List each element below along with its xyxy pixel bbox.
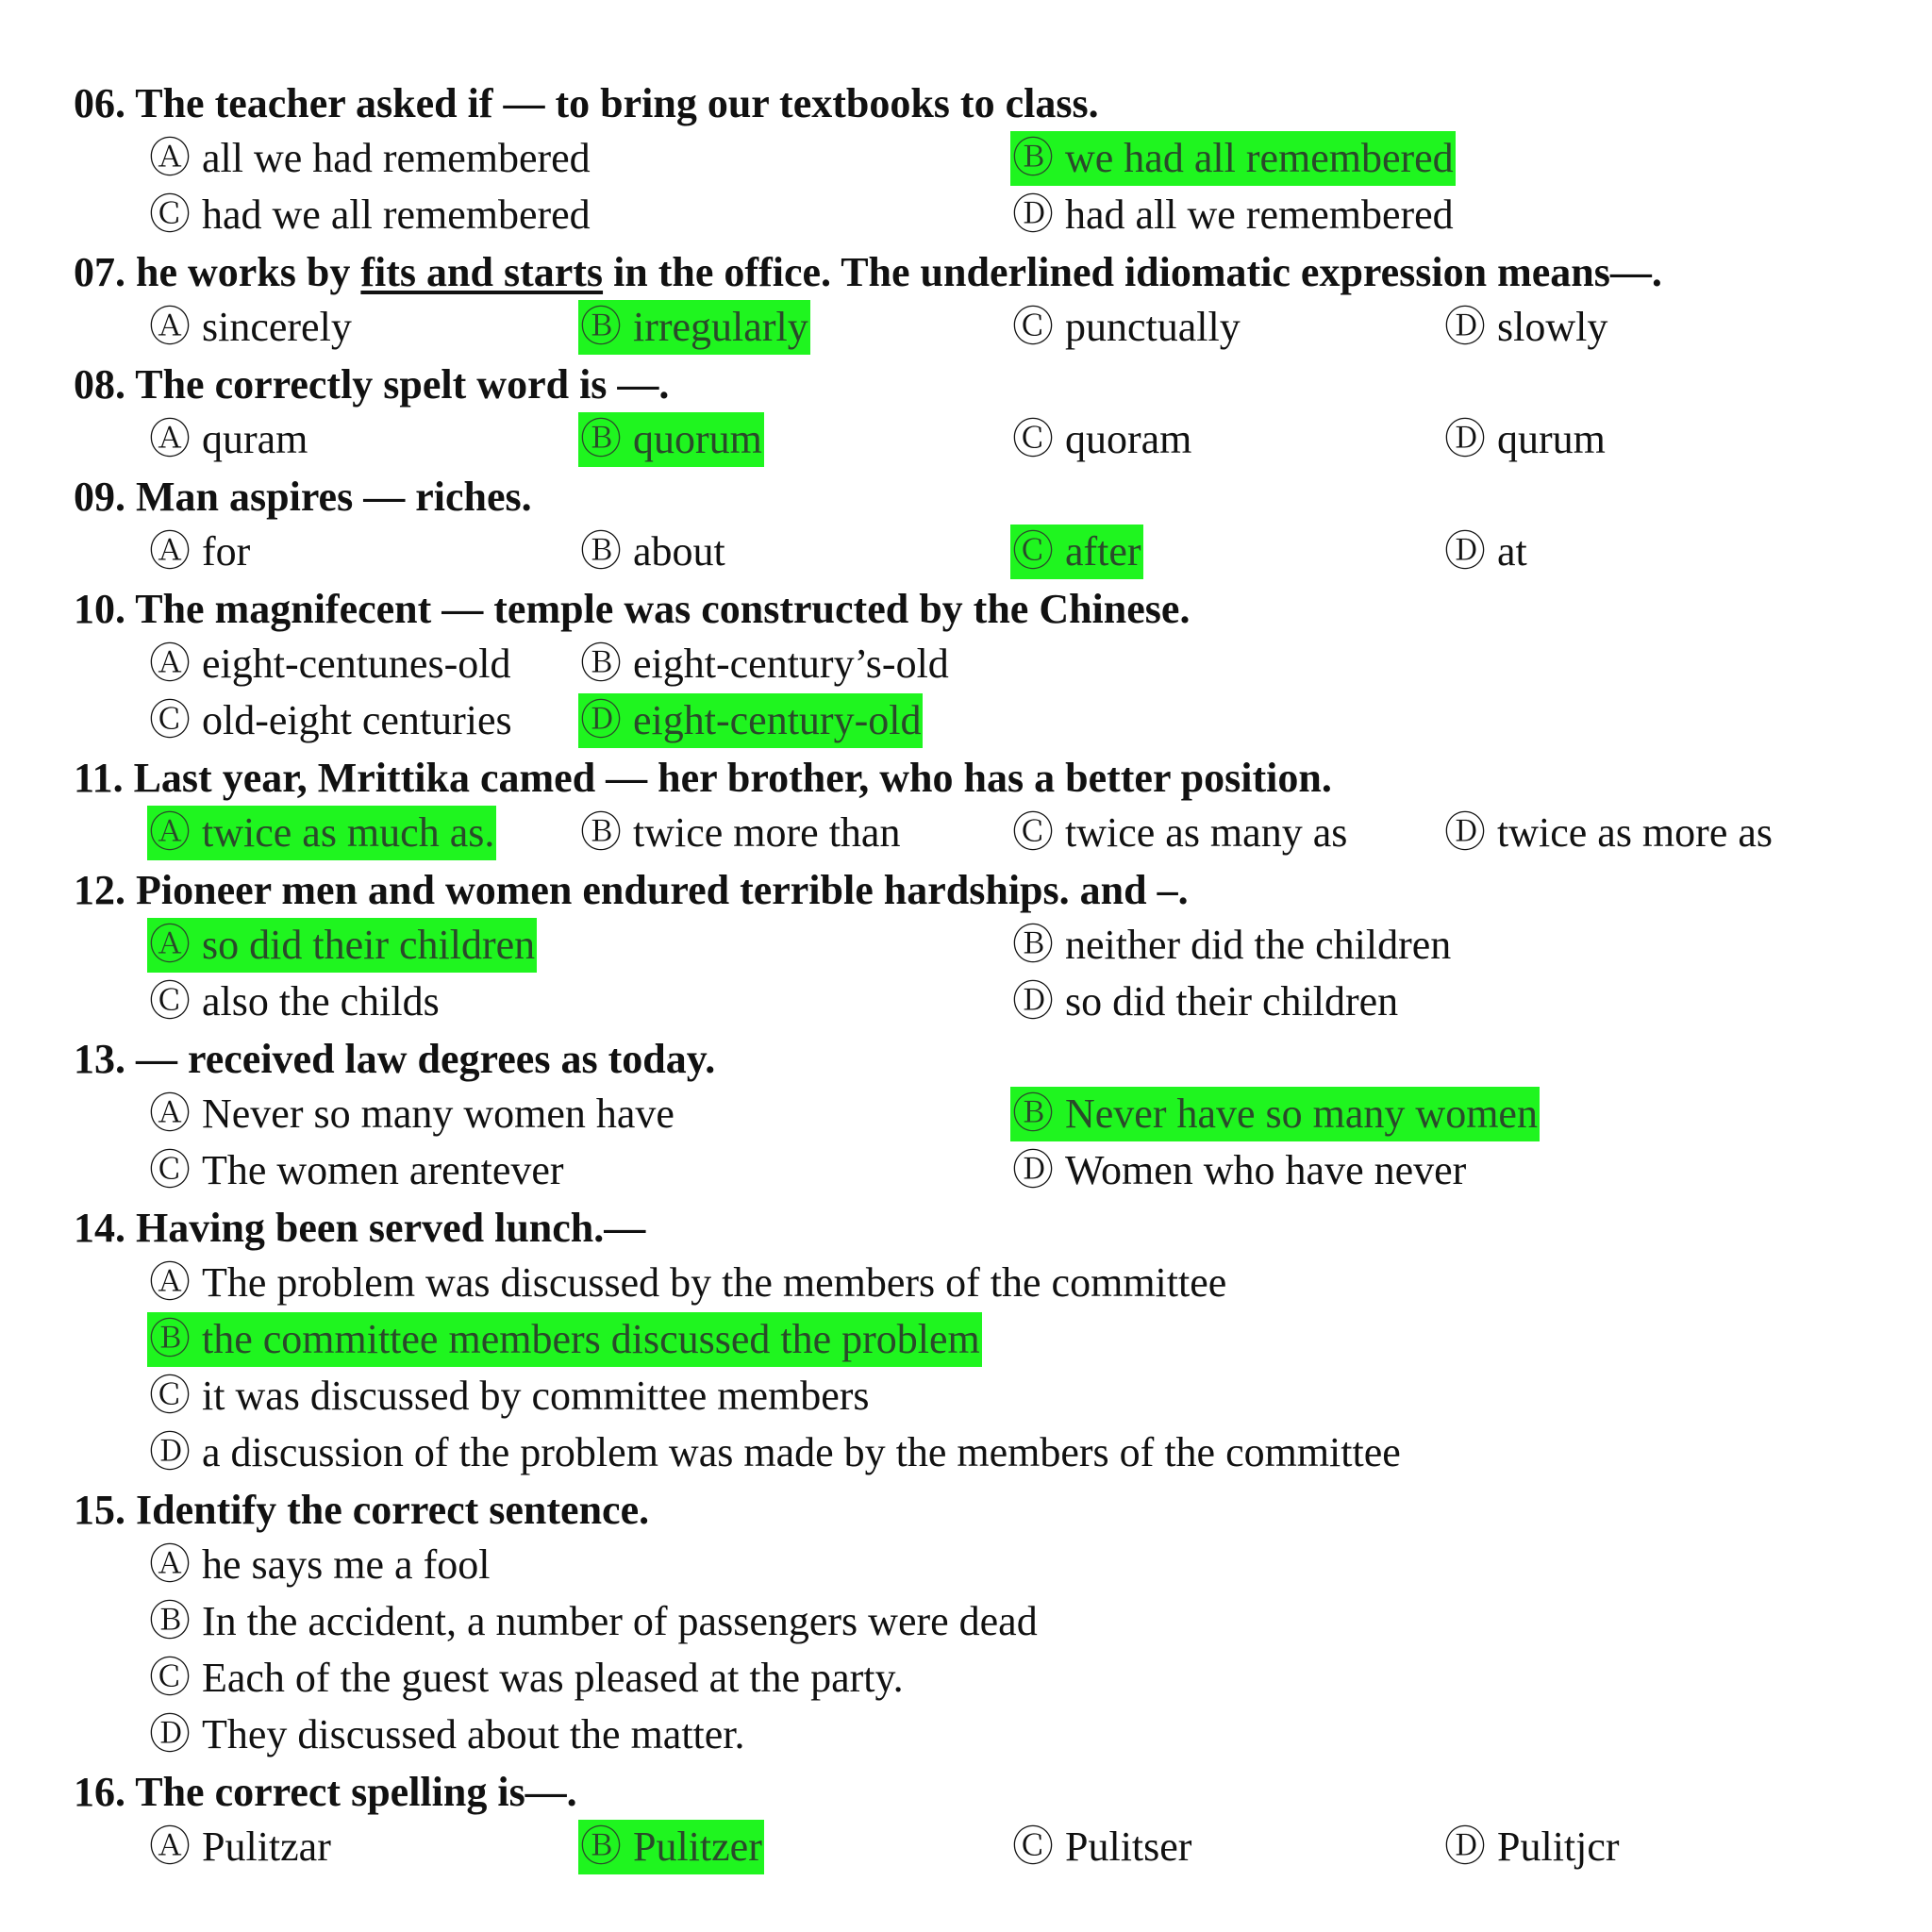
option-mark: Ⓒ	[149, 978, 191, 1024]
option-a-correct[interactable]	[147, 806, 496, 860]
option-mark: Ⓑ	[1012, 1091, 1054, 1137]
question-text: Identify the correct sentence.	[136, 1487, 650, 1533]
option-d[interactable]	[1442, 412, 1607, 467]
option-c[interactable]	[147, 974, 441, 1029]
option-c[interactable]	[1010, 806, 1349, 860]
option-text: so did their children	[1065, 978, 1399, 1024]
question-number: 15.	[74, 1487, 125, 1533]
option-text: Pulitzer	[633, 1824, 762, 1870]
option-c[interactable]	[147, 1651, 906, 1706]
option-mark: Ⓒ	[149, 1373, 191, 1419]
option-mark: Ⓓ	[1444, 304, 1486, 350]
option-text: twice as much as.	[202, 809, 495, 856]
options-row	[74, 1312, 1866, 1369]
option-a-correct[interactable]	[147, 918, 537, 973]
option-mark: Ⓓ	[580, 697, 622, 743]
option-a[interactable]	[147, 1538, 491, 1592]
question-text-before: he works by	[136, 249, 351, 295]
option-mark: Ⓑ	[1012, 922, 1054, 968]
option-mark: Ⓑ	[580, 416, 622, 462]
options-row	[74, 1707, 1866, 1764]
option-mark: Ⓐ	[149, 922, 191, 968]
question-number: 10.	[74, 586, 125, 632]
option-mark: Ⓒ	[149, 697, 191, 743]
option-text: old-eight centuries	[202, 697, 512, 743]
question-number: 12.	[74, 867, 125, 913]
option-c[interactable]	[147, 1143, 566, 1198]
option-text: qurum	[1497, 416, 1606, 462]
question-text: The teacher asked if — to bring our textbooks to class.	[135, 80, 1099, 126]
option-c-correct[interactable]	[1010, 525, 1143, 579]
option-mark: Ⓓ	[1012, 978, 1054, 1024]
option-mark: Ⓐ	[149, 1824, 191, 1870]
option-text: twice as many as	[1065, 809, 1348, 856]
option-text: Never so many women have	[202, 1091, 675, 1137]
option-a[interactable]	[147, 1820, 333, 1874]
option-mark: Ⓑ	[580, 1824, 622, 1870]
option-b[interactable]	[578, 637, 951, 691]
option-d[interactable]	[147, 1707, 747, 1762]
options-row	[74, 1256, 1866, 1312]
option-c[interactable]	[1010, 300, 1242, 355]
option-text: punctually	[1065, 304, 1241, 350]
option-mark: Ⓒ	[1012, 528, 1054, 575]
question-text: The correctly spelt word is —.	[135, 361, 670, 408]
option-b-correct[interactable]	[1010, 131, 1456, 186]
option-mark: Ⓐ	[149, 1541, 191, 1588]
options-row	[74, 918, 1866, 974]
option-text: irregularly	[633, 304, 808, 350]
question-number: 07.	[74, 249, 125, 295]
option-c[interactable]	[147, 188, 592, 242]
option-b-correct[interactable]	[578, 412, 764, 467]
option-mark: Ⓒ	[149, 1655, 191, 1701]
option-a[interactable]	[147, 1087, 676, 1141]
question-06	[74, 75, 1866, 131]
option-d[interactable]	[1442, 300, 1609, 355]
option-text: we had all remembered	[1065, 135, 1454, 181]
option-text: They discussed about the matter.	[202, 1711, 745, 1757]
option-text: after	[1065, 528, 1141, 575]
option-b[interactable]	[578, 806, 902, 860]
question-number: 08.	[74, 361, 125, 408]
option-text: a discussion of the problem was made by the members of the committee	[202, 1429, 1401, 1475]
options-row	[74, 693, 1866, 750]
option-text: quram	[202, 416, 308, 462]
question-text: Pioneer men and women endured terrible hardships. and –.	[136, 867, 1189, 913]
question-number: 14.	[74, 1205, 125, 1251]
question-text: Having been served lunch.—	[136, 1205, 646, 1251]
option-text: had all we remembered	[1065, 192, 1454, 238]
option-c[interactable]	[1010, 412, 1193, 467]
option-mark: Ⓓ	[1444, 1824, 1486, 1870]
option-a[interactable]	[147, 412, 309, 467]
options-row	[74, 1143, 1866, 1200]
question-text: The correct spelling is—.	[135, 1769, 577, 1815]
option-d[interactable]	[1442, 525, 1529, 579]
option-mark: Ⓐ	[149, 1259, 191, 1306]
option-text: eight-century-old	[633, 697, 922, 743]
options-row	[74, 974, 1866, 1031]
option-b[interactable]	[578, 525, 727, 579]
options-row	[74, 1594, 1866, 1651]
option-mark: Ⓓ	[149, 1711, 191, 1757]
question-number: 13.	[74, 1036, 125, 1082]
option-b[interactable]	[147, 1594, 1040, 1649]
option-d-correct[interactable]	[578, 693, 923, 748]
option-text: also the childs	[202, 978, 440, 1024]
option-a[interactable]	[147, 300, 354, 355]
option-a[interactable]	[147, 525, 252, 579]
option-mark: Ⓓ	[1444, 416, 1486, 462]
option-mark: Ⓒ	[149, 192, 191, 238]
question-sheet	[74, 75, 1866, 1876]
option-text: at	[1497, 528, 1527, 575]
option-text: twice as more as	[1497, 809, 1773, 856]
option-mark: Ⓐ	[149, 1091, 191, 1137]
question-10	[74, 581, 1866, 637]
question-text: — received law degrees as today.	[136, 1036, 716, 1082]
option-text: for	[202, 528, 251, 575]
question-12	[74, 862, 1866, 918]
option-mark: Ⓒ	[1012, 304, 1054, 350]
question-09	[74, 469, 1866, 525]
option-d[interactable]	[1010, 1143, 1468, 1198]
options-row	[74, 1651, 1866, 1707]
option-text: he says me a fool	[202, 1541, 491, 1588]
options-row	[74, 131, 1866, 188]
option-text: quorum	[633, 416, 762, 462]
option-d[interactable]	[1010, 188, 1456, 242]
option-text: The women arentever	[202, 1147, 564, 1193]
option-mark: Ⓑ	[580, 641, 622, 687]
options-row	[74, 806, 1866, 862]
option-mark: Ⓓ	[1012, 192, 1054, 238]
question-13	[74, 1031, 1866, 1087]
option-b-correct[interactable]	[578, 300, 810, 355]
option-mark: Ⓒ	[1012, 416, 1054, 462]
option-mark: Ⓑ	[1012, 135, 1054, 181]
option-mark: Ⓑ	[149, 1598, 191, 1644]
option-b-correct[interactable]	[1010, 1087, 1540, 1141]
option-text: all we had remembered	[202, 135, 591, 181]
option-mark: Ⓐ	[149, 641, 191, 687]
option-mark: Ⓐ	[149, 528, 191, 575]
option-text: twice more than	[633, 809, 901, 856]
option-mark: Ⓓ	[1012, 1147, 1054, 1193]
options-row	[74, 1538, 1866, 1594]
option-d[interactable]	[147, 1425, 1403, 1480]
question-number: 11.	[74, 755, 124, 801]
option-mark: Ⓑ	[580, 809, 622, 856]
option-text: The problem was discussed by the members of the committee	[202, 1259, 1227, 1306]
option-text: Pulitjcr	[1497, 1824, 1620, 1870]
question-text: Last year, Mrittika camed — her brother, who has a better position.	[133, 755, 1332, 801]
option-text: it was discussed by committee members	[202, 1373, 870, 1419]
question-08	[74, 357, 1866, 412]
option-b-correct[interactable]	[147, 1312, 982, 1367]
option-text: In the accident, a number of passengers were dead	[202, 1598, 1038, 1644]
option-mark: Ⓑ	[580, 304, 622, 350]
option-mark: Ⓐ	[149, 416, 191, 462]
question-text: The magnifecent — temple was constructed by the Chinese.	[135, 586, 1191, 632]
option-text: so did their children	[202, 922, 536, 968]
option-mark: Ⓐ	[149, 809, 191, 856]
option-b-correct[interactable]	[578, 1820, 764, 1874]
option-c[interactable]	[1010, 1820, 1193, 1874]
option-d[interactable]	[1010, 974, 1400, 1029]
option-mark: Ⓒ	[149, 1147, 191, 1193]
option-a[interactable]	[147, 1256, 1228, 1310]
option-text: the committee members discussed the problem	[202, 1316, 980, 1362]
option-d[interactable]	[1442, 806, 1774, 860]
option-mark: Ⓓ	[1444, 528, 1486, 575]
question-15	[74, 1482, 1866, 1538]
option-text: about	[633, 528, 725, 575]
option-text: Pulitser	[1065, 1824, 1192, 1870]
option-text: slowly	[1497, 304, 1608, 350]
option-mark: Ⓐ	[149, 304, 191, 350]
option-text: eight-century’s-old	[633, 641, 949, 687]
options-row	[74, 188, 1866, 244]
option-mark: Ⓒ	[1012, 1824, 1054, 1870]
option-d[interactable]	[1442, 1820, 1622, 1874]
option-mark: Ⓐ	[149, 135, 191, 181]
option-a[interactable]	[147, 131, 592, 186]
option-text: Never have so many women	[1065, 1091, 1538, 1137]
options-row	[74, 525, 1866, 581]
option-mark: Ⓒ	[1012, 809, 1054, 856]
options-row	[74, 637, 1866, 693]
options-row	[74, 1087, 1866, 1143]
options-row	[74, 1369, 1866, 1425]
option-text: quoram	[1065, 416, 1192, 462]
option-mark: Ⓑ	[149, 1316, 191, 1362]
option-text: Pulitzar	[202, 1824, 331, 1870]
question-number: 06.	[74, 80, 125, 126]
option-mark: Ⓓ	[149, 1429, 191, 1475]
question-14	[74, 1200, 1866, 1256]
option-text: neither did the children	[1065, 922, 1452, 968]
option-b[interactable]	[1010, 918, 1453, 973]
options-row	[74, 1425, 1866, 1482]
option-mark: Ⓑ	[580, 528, 622, 575]
options-row	[74, 1820, 1866, 1876]
question-text: Man aspires — riches.	[136, 474, 532, 520]
options-row	[74, 300, 1866, 357]
option-text: had we all remembered	[202, 192, 591, 238]
question-number: 09.	[74, 474, 125, 520]
option-text: Each of the guest was pleased at the party.	[202, 1655, 904, 1701]
option-text: sincerely	[202, 304, 352, 350]
option-c[interactable]	[147, 1369, 872, 1424]
underlined-idiom: fits and starts	[360, 249, 604, 295]
question-number: 16.	[74, 1769, 125, 1815]
option-mark: Ⓓ	[1444, 809, 1486, 856]
question-11	[74, 750, 1866, 806]
question-text-after: in the office. The underlined idiomatic expression means—.	[613, 249, 1662, 295]
option-a[interactable]	[147, 637, 512, 691]
question-07	[74, 244, 1866, 300]
question-16	[74, 1764, 1866, 1820]
option-text: Women who have never	[1065, 1147, 1467, 1193]
option-c[interactable]	[147, 693, 514, 748]
options-row	[74, 412, 1866, 469]
option-text: eight-centunes-old	[202, 641, 511, 687]
